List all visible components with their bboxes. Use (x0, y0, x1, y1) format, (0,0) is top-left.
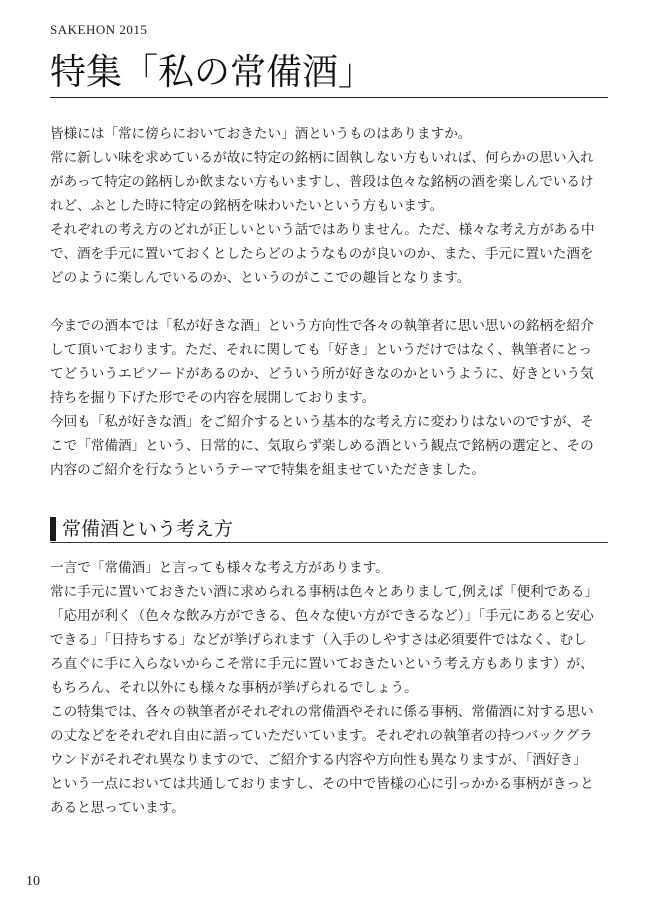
text-line: で、酒を手元に置いておくとしたらどのようなものが良いのか、また、手元に置いた酒を (50, 246, 594, 262)
section-heading (50, 514, 608, 544)
text-line: こで「常備酒」という、日常的に、気取らず楽しめる酒という観点で銘柄の選定と、その (50, 438, 594, 454)
text-line: できる」「日持ちする」などが挙げられます（入手のしやすさは必須要件ではなく、むし (50, 632, 587, 648)
text-line: れど、ふとした時に特定の銘柄を味わいたいという方もいます。 (50, 198, 444, 214)
section-heading-label: 常備酒という考え方 (62, 518, 234, 540)
text-line: もちろん、それ以外にも様々な事柄が挙げられるでしょう。 (50, 680, 418, 696)
text-line: どのように楽しんでいるのか、というのがここでの趣旨となります。 (50, 270, 471, 286)
text-line: てどういうエピソードがあるのか、どういう所が好きなのかというように、好きという気 (50, 366, 594, 382)
page-number: 10 (26, 874, 40, 889)
heading-marker-bar (50, 517, 56, 541)
text-line: があって特定の銘柄しか飲まない方もいますし、普段は色々な銘柄の酒を楽しんでいるけ (50, 174, 594, 190)
page-title: 特集「私の常備酒」 (50, 52, 375, 93)
text-line: 今までの酒本では「私が好きな酒」という方向性で各々の執筆者に思い思いの銘柄を紹介 (50, 318, 594, 334)
text-line: ウンドがそれぞれ異なりますので、ご紹介する内容や方向性も異なりますが、「酒好き」 (50, 752, 587, 768)
text-line: して頂いております。ただ、それに関しても「好き」というだけではなく、執筆者にとっ (50, 342, 593, 358)
text-line: 皆様には「常に傍らにおいておきたい」酒というものはありますか。 (50, 126, 472, 142)
text-line: それぞれの考え方のどれが正しいという話ではありません。ただ、様々な考え方がある中 (50, 222, 595, 238)
text-line: 内容のご紹介を行なうというテーマで特集を組ませていただきました。 (50, 462, 485, 478)
running-head: SAKEHON 2015 (50, 22, 148, 37)
text-line: 一言で「常備酒」と言っても様々な考え方があります。 (50, 560, 389, 576)
section-heading-underline (50, 542, 608, 543)
text-line: 今回も「私が好きな酒」をご紹介するという基本的な考え方に変わりはないのですが、そ (50, 414, 594, 430)
intro-paragraph (50, 122, 608, 290)
title-underline (50, 97, 608, 98)
text-line: 「応用が利く（色々な飲み方ができる、色々な使い方ができるなど）」「手元にあると安心 (50, 608, 594, 624)
text-line: 常に新しい味を求めているが故に特定の銘柄に固執しない方もいれば、何らかの思い入れ (50, 150, 594, 166)
text-line: 持ちを掘り下げた形でその内容を展開しております。 (50, 390, 376, 406)
text-line: この特集では、各々の執筆者がそれぞれの常備酒やそれに係る事柄、常備酒に対する思い (50, 704, 594, 720)
text-line: という一点においては共通しておりますし、その中で皆様の心に引っかかる事柄がきっと (50, 776, 594, 792)
text-line: あると思っています。 (50, 800, 185, 816)
section-body (50, 556, 608, 820)
text-line: ろ直ぐに手に入らないからこそ常に手元に置いておきたいという考え方もあります）が、 (50, 656, 594, 672)
intro-paragraph-2 (50, 314, 608, 482)
text-line: 常に手元に置いておきたい酒に求められる事柄は色々とありまして,例えば「便利である」 (50, 584, 599, 600)
text-line: の丈などをそれぞれ自由に語っていただいています。それぞれの執筆者の持つバックグラ (50, 728, 593, 744)
